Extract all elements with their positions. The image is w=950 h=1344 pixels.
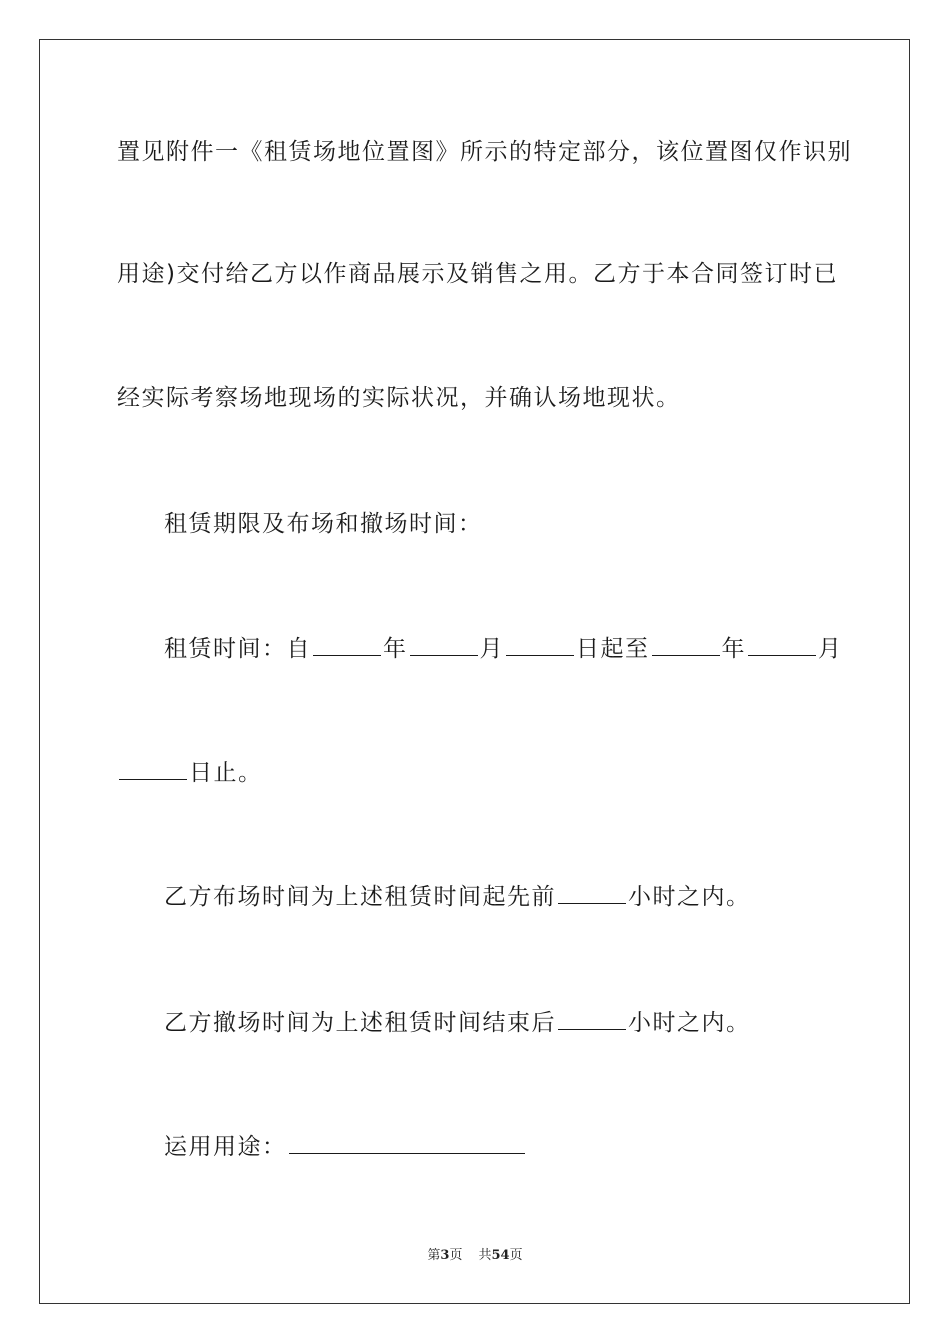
setup-time-suffix: 小时之内。 bbox=[628, 884, 751, 910]
teardown-time-suffix: 小时之内。 bbox=[628, 1010, 751, 1036]
paragraph-line-2: 用途)交付给乙方以作商品展示及销售之用。乙方于本合同签订时已 bbox=[117, 261, 838, 287]
start-year-unit: 年 bbox=[383, 636, 408, 662]
page-border bbox=[39, 39, 910, 1304]
lease-time-label: 租赁时间：自 bbox=[164, 636, 311, 662]
end-day-blank[interactable] bbox=[119, 757, 187, 780]
end-year-unit: 年 bbox=[721, 636, 746, 662]
page-footer bbox=[0, 1247, 950, 1265]
usage-label: 运用用途： bbox=[164, 1134, 287, 1160]
start-day-blank[interactable] bbox=[506, 633, 574, 656]
setup-time-line bbox=[164, 881, 884, 912]
lease-heading: 租赁期限及布场和撤场时间： bbox=[164, 511, 483, 537]
lease-time-line-continued bbox=[117, 757, 837, 788]
usage-blank[interactable] bbox=[289, 1131, 525, 1154]
usage-line bbox=[164, 1131, 884, 1162]
total-suffix: 页 bbox=[509, 1248, 523, 1263]
paragraph-line-3: 经实际考察场地现场的实际状况，并确认场地现状。 bbox=[117, 385, 681, 411]
page-suffix: 页 bbox=[449, 1248, 463, 1263]
start-month-blank[interactable] bbox=[410, 633, 478, 656]
end-month-unit: 月 bbox=[818, 636, 843, 662]
setup-hours-blank[interactable] bbox=[558, 881, 626, 904]
total-pages: 54 bbox=[491, 1248, 510, 1263]
start-day-unit: 日起至 bbox=[576, 636, 650, 662]
lease-time-line bbox=[164, 633, 884, 664]
teardown-time-line bbox=[164, 1007, 884, 1038]
start-month-unit: 月 bbox=[479, 636, 504, 662]
end-year-blank[interactable] bbox=[652, 633, 720, 656]
page-prefix: 第 bbox=[427, 1248, 441, 1263]
teardown-hours-blank[interactable] bbox=[558, 1007, 626, 1030]
setup-time-text: 乙方布场时间为上述租赁时间起先前 bbox=[164, 884, 556, 910]
start-year-blank[interactable] bbox=[313, 633, 381, 656]
paragraph-line-1: 置见附件一《租赁场地位置图》所示的特定部分，该位置图仅作识别 bbox=[117, 139, 852, 165]
page-number: 3 bbox=[440, 1248, 450, 1263]
end-month-blank[interactable] bbox=[748, 633, 816, 656]
total-prefix: 共 bbox=[478, 1248, 492, 1263]
teardown-time-text: 乙方撤场时间为上述租赁时间结束后 bbox=[164, 1010, 556, 1036]
end-day-unit: 日止。 bbox=[189, 760, 263, 786]
